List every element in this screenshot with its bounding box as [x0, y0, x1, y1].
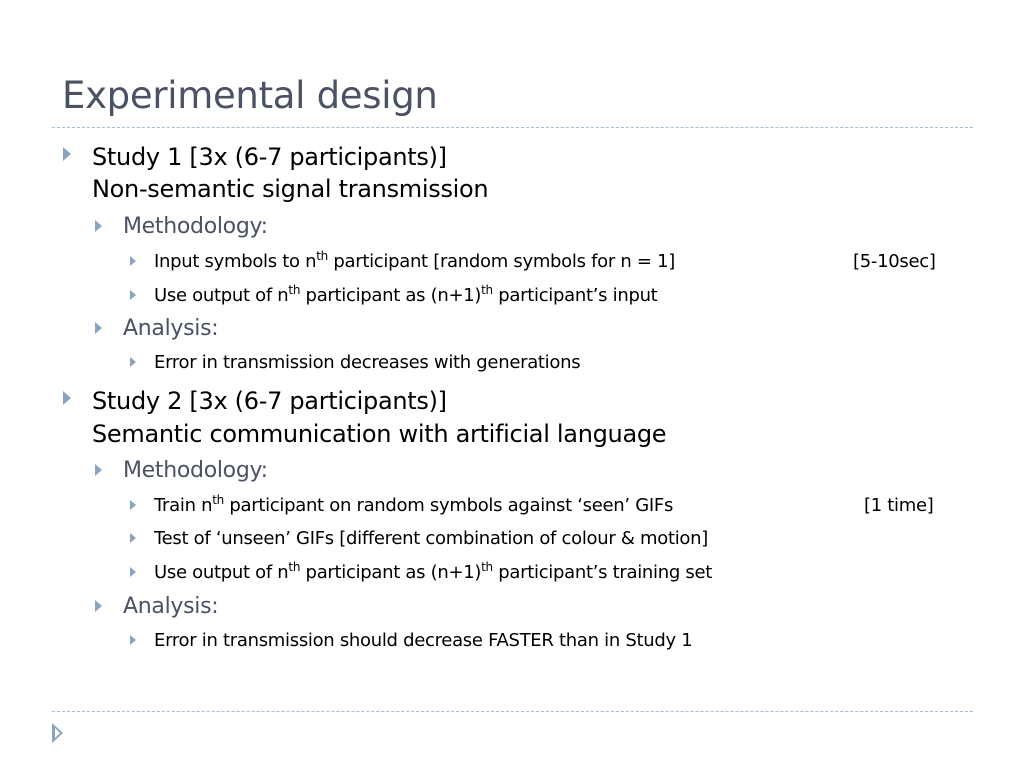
- study2-analysis: [123, 594, 218, 620]
- study1-method-item-1-duration: [5-10sec]: [853, 251, 936, 272]
- study1-line2: Non-semantic signal transmission: [92, 175, 489, 203]
- text-segment: participant as (n+1): [300, 562, 482, 583]
- superscript: th: [316, 249, 328, 263]
- superscript: th: [288, 560, 301, 574]
- study1-analysis: [123, 316, 218, 342]
- title-divider: [52, 127, 973, 128]
- study2-method-item-1-frequency: [1 time]: [864, 495, 934, 516]
- bullet-arrow-icon: [63, 147, 71, 161]
- bullet-arrow-icon: [130, 500, 136, 510]
- analysis-label: Analysis:: [123, 316, 219, 341]
- footer-divider: [52, 711, 973, 712]
- study2-line2: Semantic communication with artificial language: [92, 420, 667, 448]
- bullet-arrow-icon: [95, 464, 102, 476]
- bullet-arrow-icon: [95, 220, 102, 232]
- study1-line1: Study 1 [3x (6-7 participants)]: [92, 143, 447, 171]
- bullet-arrow-icon: [130, 256, 136, 266]
- superscript: th: [212, 493, 224, 507]
- text-segment: Test of ‘unseen’ GIFs [different combination of colour & motion]: [154, 528, 708, 549]
- study2-line1: Study 2 [3x (6-7 participants)]: [92, 387, 447, 415]
- superscript: th: [481, 560, 493, 574]
- study2-methodology: [123, 458, 268, 484]
- bullet-arrow-icon: [130, 533, 136, 543]
- study1-heading: [92, 141, 447, 173]
- methodology-label: Methodology:: [123, 214, 268, 239]
- text-segment: participant’s training set: [492, 562, 713, 583]
- text-segment: Use output of n: [154, 562, 289, 583]
- study1-method-item-2: [154, 283, 657, 309]
- study1-methodology: [123, 214, 268, 240]
- text-segment: participant on random symbols against ‘seen’ GIFs: [223, 495, 674, 516]
- study2-method-item-1: [154, 493, 673, 519]
- text-segment: Input symbols to n: [154, 251, 317, 272]
- bullet-arrow-icon: [95, 322, 102, 334]
- bullet-arrow-icon: [130, 290, 136, 300]
- study2-method-item-2: [154, 526, 708, 552]
- bullet-arrow-icon: [63, 391, 71, 405]
- bullet-arrow-icon: [95, 600, 102, 612]
- slide-nav-icon[interactable]: [52, 723, 63, 743]
- study2-analysis-item-1: [154, 628, 692, 654]
- text-segment: Use output of n: [154, 285, 289, 306]
- text-segment: Train n: [154, 495, 213, 516]
- bullet-arrow-icon: [130, 635, 136, 645]
- text-segment: Error in transmission decreases with generations: [154, 352, 581, 373]
- study1-analysis-item-1: [154, 350, 580, 376]
- text-segment: participant [random symbols for n = 1]: [327, 251, 675, 272]
- slide-title: Experimental design: [62, 74, 438, 117]
- superscript: th: [288, 283, 301, 297]
- bullet-arrow-icon: [130, 567, 136, 577]
- study1-subheading: [92, 173, 488, 205]
- text-segment: participant’s input: [492, 285, 658, 306]
- methodology-label: Methodology:: [123, 458, 268, 483]
- superscript: th: [481, 283, 493, 297]
- bullet-arrow-icon: [130, 357, 136, 367]
- text-segment: participant as (n+1): [300, 285, 482, 306]
- text-segment: Error in transmission should decrease FASTER than in Study 1: [154, 630, 693, 651]
- study2-heading: [92, 385, 447, 417]
- study1-method-item-1: [154, 249, 675, 275]
- analysis-label: Analysis:: [123, 594, 219, 619]
- study2-subheading: [92, 418, 666, 450]
- study2-method-item-3: [154, 560, 712, 586]
